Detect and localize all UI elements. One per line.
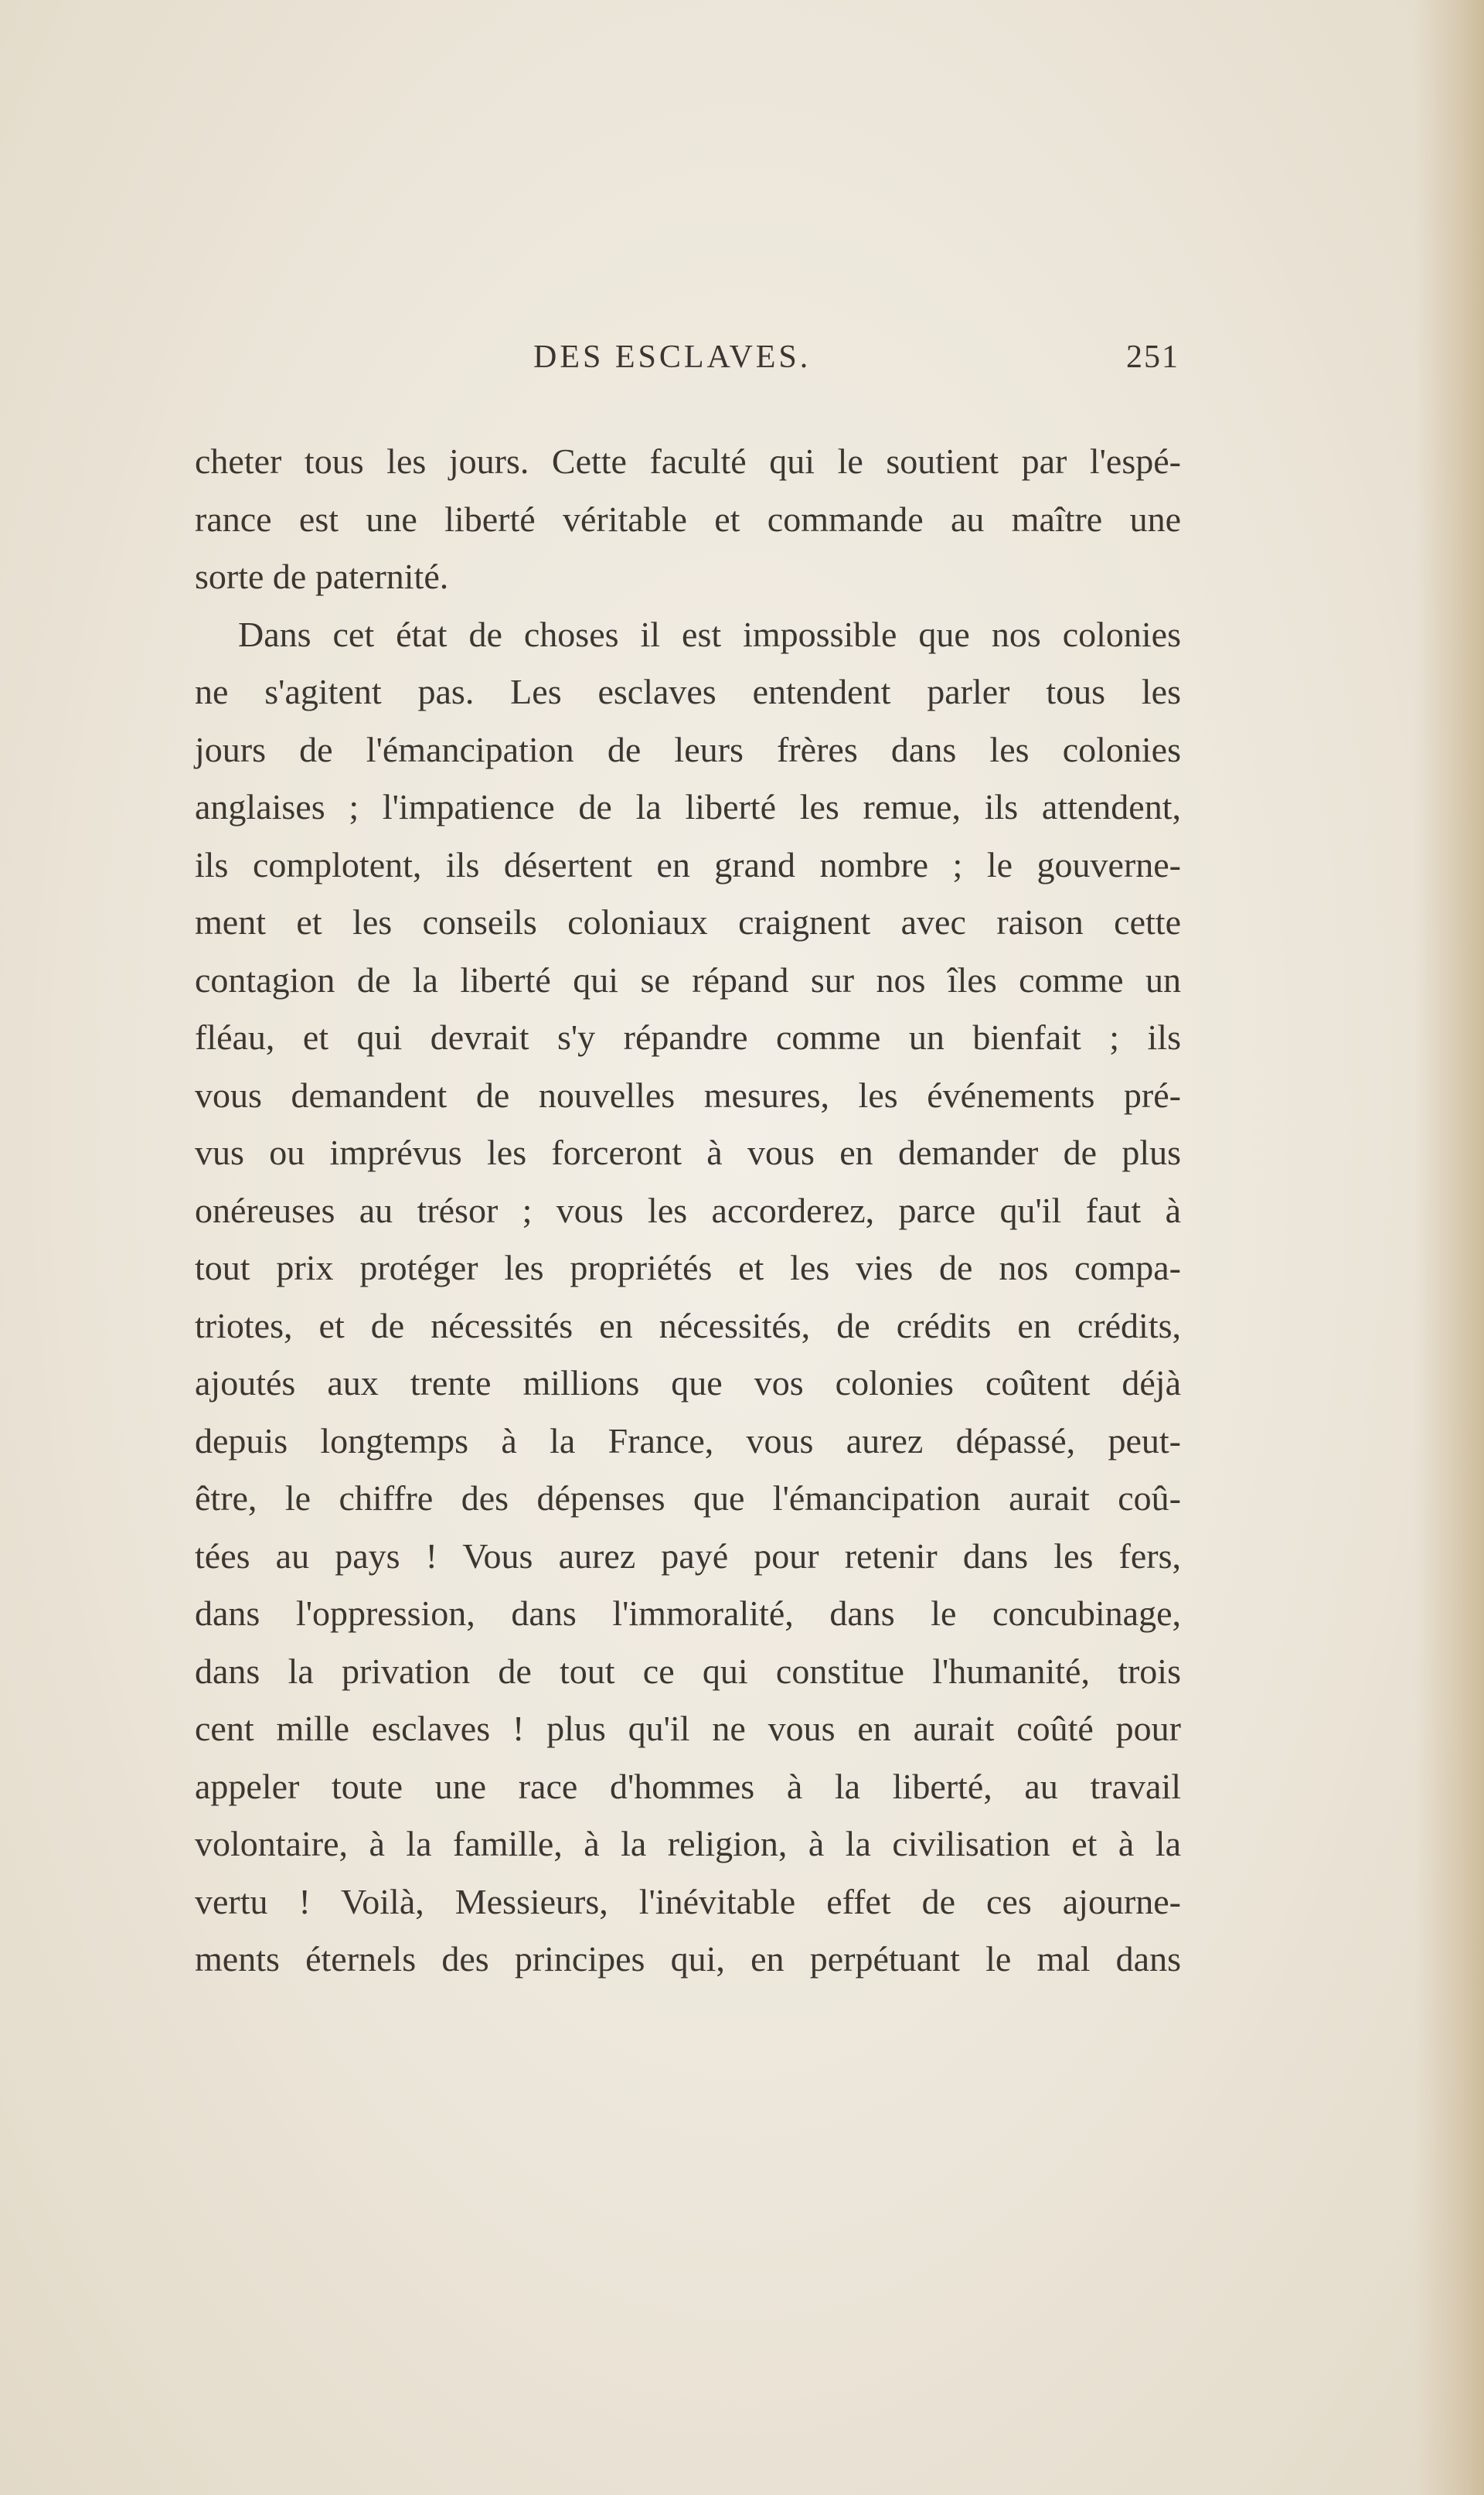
text-line: volontaire, à la famille, à la religion, à la civilisation et à la bbox=[195, 1824, 1181, 1863]
text-line: dans la privation de tout ce qui constitue l'humanité, trois bbox=[195, 1651, 1181, 1691]
text-line: ajoutés aux trente millions que vos colonies coûtent déjà bbox=[195, 1363, 1181, 1403]
text-line: cheter tous les jours. Cette faculté qui le soutient par l'espé- bbox=[195, 441, 1181, 481]
text-line: être, le chiffre des dépenses que l'émancipation aurait coû- bbox=[195, 1478, 1181, 1518]
text-line: jours de l'émancipation de leurs frères dans les colonies bbox=[195, 729, 1181, 769]
body-text bbox=[195, 433, 1181, 1989]
page-edge-shadow bbox=[1414, 0, 1484, 2495]
text-line: contagion de la liberté qui se répand sur nos îles comme un bbox=[195, 959, 1181, 1000]
text-line: onéreuses au trésor ; vous les accorderez, parce qu'il faut à bbox=[195, 1190, 1181, 1230]
text-line: vertu ! Voilà, Messieurs, l'inévitable effet de ces ajourne- bbox=[195, 1881, 1181, 1921]
text-line: rance est une liberté véritable et commande au maître une bbox=[195, 499, 1181, 539]
page-number: 251 bbox=[1126, 339, 1179, 375]
text-line: triotes, et de nécessités en nécessités, de crédits en crédits, bbox=[195, 1305, 1181, 1345]
text-line: vus ou imprévus les forceront à vous en demander de plus bbox=[195, 1133, 1181, 1172]
text-line: dans l'oppression, dans l'immoralité, dans le concubinage, bbox=[195, 1593, 1181, 1633]
page-header bbox=[193, 339, 1179, 385]
text-line: cent mille esclaves ! plus qu'il ne vous en aurait coûté pour bbox=[195, 1709, 1181, 1748]
text-line: appeler toute une race d'hommes à la liberté, au travail bbox=[195, 1766, 1181, 1806]
text-line: tout prix protéger les propriétés et les vies de nos compa- bbox=[195, 1248, 1181, 1287]
text-line: depuis longtemps à la France, vous aurez dépassé, peut- bbox=[195, 1420, 1181, 1461]
text-line: anglaises ; l'impatience de la liberté les remue, ils attendent, bbox=[195, 787, 1181, 827]
text-line: ils complotent, ils désertent en grand nombre ; le gouverne- bbox=[195, 844, 1181, 884]
text-line: Dans cet état de choses il est impossible que nos colonies bbox=[238, 614, 1181, 654]
text-line: ments éternels des principes qui, en perpétuant le mal dans bbox=[195, 1939, 1181, 1979]
text-line: ment et les conseils coloniaux craignent avec raison cette bbox=[195, 902, 1181, 942]
text-line: vous demandent de nouvelles mesures, les événements pré- bbox=[195, 1075, 1181, 1115]
running-title: DES ESCLAVES. bbox=[533, 339, 812, 375]
text-line: tées au pays ! Vous aurez payé pour retenir dans les fers, bbox=[195, 1536, 1181, 1576]
text-line: ne s'agitent pas. Les esclaves entendent parler tous les bbox=[195, 672, 1181, 711]
text-line: sorte de paternité. bbox=[195, 557, 449, 596]
text-line: fléau, et qui devrait s'y répandre comme un bienfait ; ils bbox=[195, 1017, 1181, 1057]
